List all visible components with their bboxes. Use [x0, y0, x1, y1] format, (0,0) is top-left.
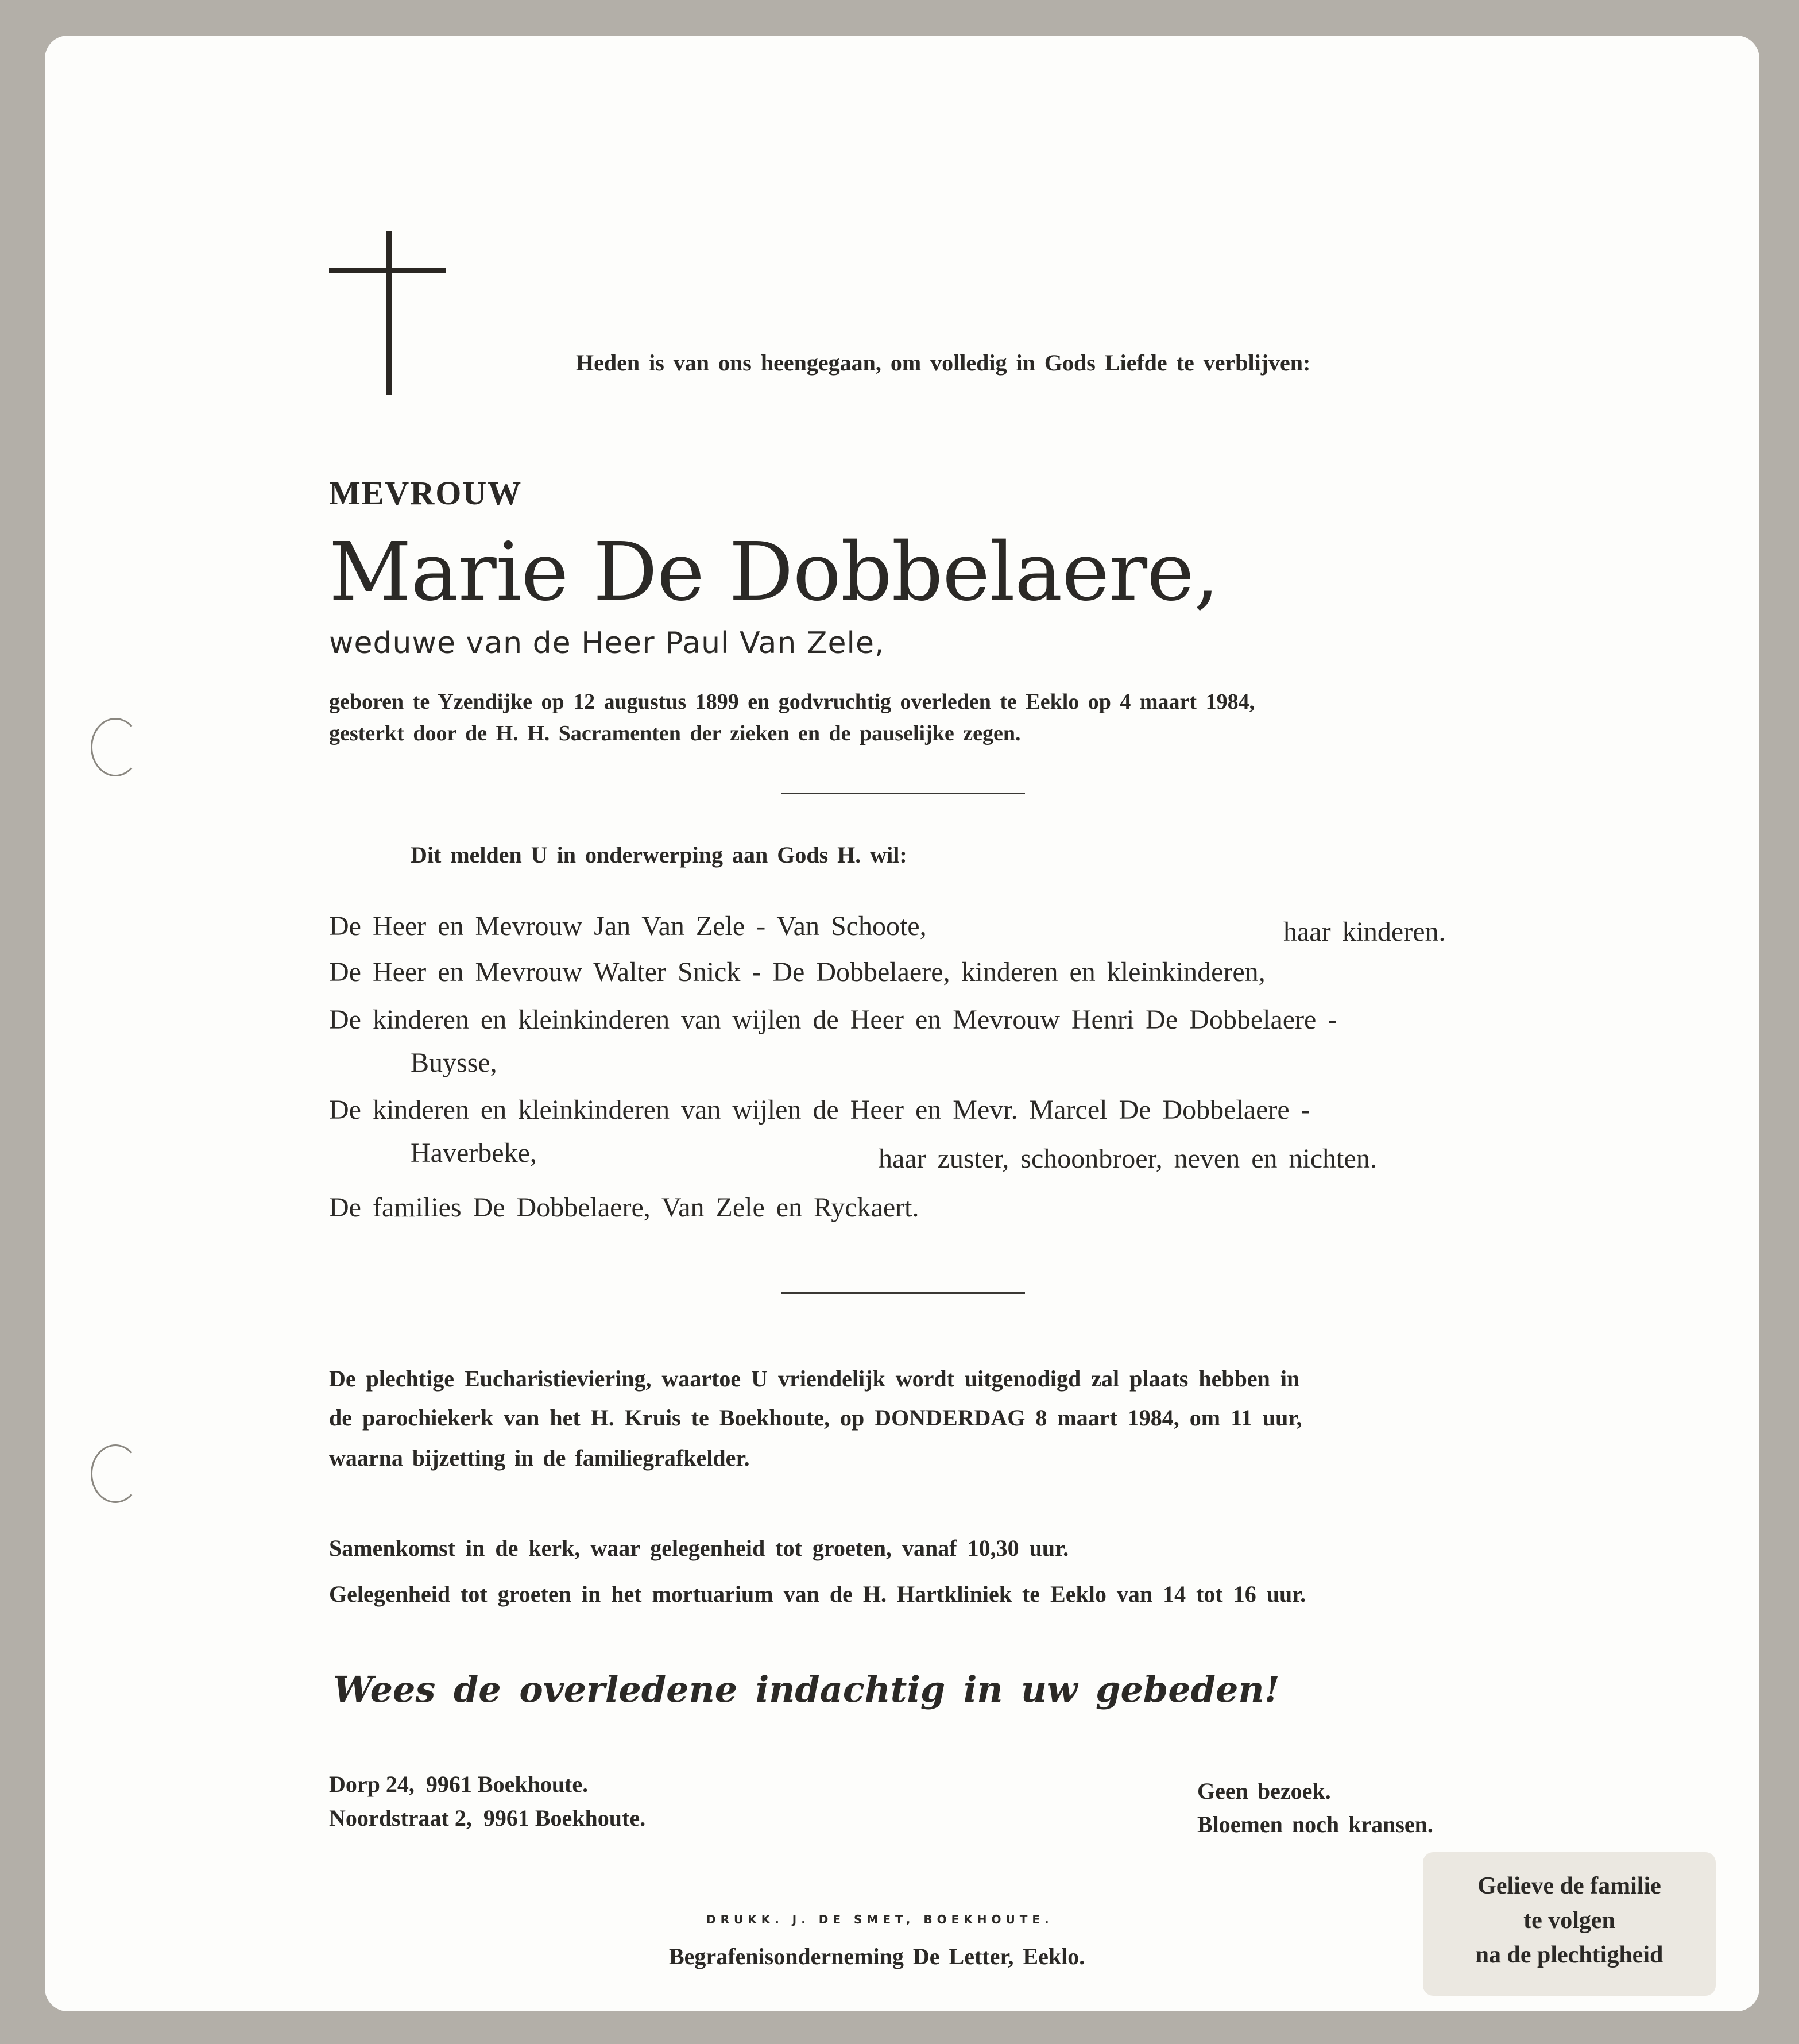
family-row-2: De Heer en Mevrouw Walter Snick - De Dobbelaere, kinderen en kleinkinderen, — [329, 957, 1266, 987]
sticker-line-3: na de plechtigheid — [1475, 1942, 1663, 1968]
family-row-3a: De kinderen en kleinkinderen van wijlen de Heer en Mevrouw Henri De Dobbelaere - — [329, 1004, 1337, 1035]
gathering-line-2: Gelegenheid tot groeten in het mortuarium van de H. Hartkliniek te Eeklo van 14 tot 16 uur. — [329, 1581, 1306, 1607]
announce-text: Dit melden U in onderwerping aan Gods H. wil: — [411, 842, 907, 868]
ceremony-line-2: de parochiekerk van het H. Kruis te Boekhoute, op DONDERDAG 8 maart 1984, om 11 uur, — [329, 1405, 1302, 1431]
sticker-line-1: Gelieve de familie — [1477, 1873, 1661, 1899]
divider-2 — [781, 1292, 1025, 1294]
family-row-4a: De kinderen en kleinkinderen van wijlen de Heer en Mevr. Marcel De Dobbelaere - — [329, 1095, 1310, 1125]
family-row-3b: Buysse, — [411, 1048, 497, 1078]
sticker-line-2: te volgen — [1523, 1907, 1615, 1934]
gathering-line-1: Samenkomst in de kerk, waar gelegenheid tot groeten, vanaf 10,30 uur. — [329, 1535, 1069, 1561]
instruction-sticker — [1423, 1852, 1716, 1996]
widow-line: weduwe van de Heer Paul Van Zele, — [329, 626, 885, 660]
printer-credit: DRUKK. J. DE SMET, BOEKHOUTE. — [706, 1912, 1054, 1926]
title-prefix: MEVROUW — [329, 474, 523, 512]
intro-text: Heden is van ons heengegaan, om volledig in Gods Liefde te verblijven: — [576, 350, 1311, 376]
birth-death-line-2: gesterkt door de H. H. Sacramenten der zieken en de pauselijke zegen. — [329, 721, 1021, 745]
family-row-1-right: haar kinderen. — [1283, 917, 1446, 947]
deceased-name: Marie De Dobbelaere, — [329, 526, 1219, 619]
family-row-5: De families De Dobbelaere, Van Zele en Ryckaert. — [329, 1192, 919, 1223]
ceremony-line-3: waarna bijzetting in de familiegrafkelder. — [329, 1445, 750, 1471]
ceremony-line-1: De plechtige Eucharistieviering, waartoe U vriendelijk wordt uitgenodigd zal plaats hebben in — [329, 1366, 1300, 1392]
divider-1 — [781, 793, 1025, 794]
note-no-flowers: Bloemen noch kransen. — [1197, 1811, 1433, 1837]
birth-death-line-1: geboren te Yzendijke op 12 augustus 1899 en godvruchtig overleden te Eeklo op 4 maart 1984, — [329, 690, 1255, 714]
address-2: Noordstraat 2, 9961 Boekhoute. — [329, 1805, 646, 1831]
binder-hole-top — [91, 718, 140, 776]
undertaker-credit: Begrafenisonderneming De Letter, Eeklo. — [669, 1943, 1085, 1969]
address-1: Dorp 24, 9961 Boekhoute. — [329, 1771, 589, 1797]
binder-hole-bottom — [91, 1444, 140, 1503]
family-row-4b-right: haar zuster, schoonbroer, neven en nichten. — [879, 1143, 1377, 1174]
family-row-4b-left: Haverbeke, — [411, 1138, 537, 1168]
note-no-visit: Geen bezoek. — [1197, 1778, 1331, 1804]
prayer-text: Wees de overledene indachtig in uw gebeden! — [333, 1668, 1280, 1710]
family-row-1-left: De Heer en Mevrouw Jan Van Zele - Van Schoote, — [329, 911, 927, 941]
